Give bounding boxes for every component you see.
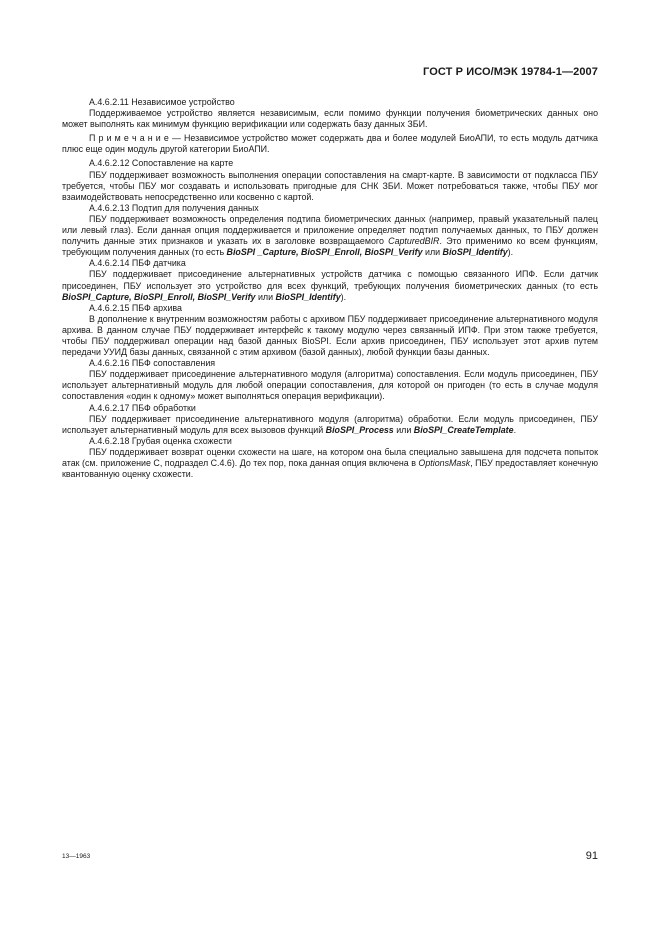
closing: ). [507, 247, 514, 258]
conjunction: или [422, 247, 443, 258]
paragraph-14-text: ПБУ поддерживает присоединение альтернативных устройств датчика с помощью связанного ИПФ. Если датчик присоединен, ПБУ использует это устройство для всех функций, требующих получения биометрических данных (то есть [62, 269, 598, 291]
section-heading-13: А.4.6.2.13 Подтип для получения данных [89, 202, 259, 213]
options-mask-term: OptionsMask [418, 458, 471, 468]
section-heading-16: А.4.6.2.16 ПБФ сопоставления [89, 358, 216, 369]
conjunction: или [255, 291, 276, 302]
note-label: П р и м е ч а н и е [89, 133, 169, 144]
paragraph-12: ПБУ поддерживает возможность выполнения операции сопоставления на смарт-карте. В зависимости от подкласса ПБУ требуется, чтобы ПБУ мог создавать и использовать пригодные для СНК ЗБИ. Может потребоваться также, чтобы ПБУ мог взаимодействовать непосредственно или косвенно с картой. [62, 169, 598, 202]
closing: . [513, 424, 517, 435]
conjunction: или [393, 424, 414, 435]
paragraph-18-text: ПБУ поддерживает возврат оценки схожести на шаге, на котором она была специально завышена для подсчета попыток атак (см. приложение С, подраздел С.4.6). До тех пор, пока данная опция включена в [62, 446, 598, 468]
paragraph-13-text: ПБУ поддерживает возможность определения подтипа биометрических данных (например, правый указательный палец или левый глаз). Если данная опция поддерживается и приложение определяет подтип получаемых данных, то ПБУ должен получить данные этих признаков и указать их в заголовке возвращаемого [62, 213, 598, 247]
function-name: BioSPI_Process [325, 424, 394, 435]
note-text: — Независимое устройство может содержать два и более модулей БиоАПИ, то есть модуль датчика плюс еще один модуль другой категории БиоАПИ. [62, 133, 598, 155]
section-heading-18: А.4.6.2.18 Грубая оценка схожести [89, 435, 232, 446]
function-names: BioSPI _Capture, BioSPI_Enroll, BioSPI_Verify [226, 247, 423, 258]
document-header: ГОСТ Р ИСО/МЭК 19784-1—2007 [423, 66, 598, 78]
section-heading-15: А.4.6.2.15 ПБФ архива [89, 302, 182, 313]
paragraph-13 [62, 214, 598, 258]
section-heading-14: А.4.6.2.14 ПБФ датчика [89, 258, 186, 269]
note-paragraph [62, 133, 598, 155]
paragraph-15: В дополнение к внутренним возможностям работы с архивом ПБУ поддерживает присоединение альтернативного модуля архива. В данном случае ПБУ поддерживает интерфейс к такому модулю через связанный ИПФ. При этом также требуется, чтобы ПБУ поддерживал операции над базой данных BioSPI. Если архив присоединен, ПБУ использует этот архив путем передачи УУИД базы данных, связанной с этим архивом (базой данных), любой функции базы данных. [62, 313, 598, 358]
page-number: 91 [585, 850, 598, 862]
section-heading-11: А.4.6.2.11 Независимое устройство [89, 97, 235, 107]
paragraph-17 [62, 414, 598, 436]
paragraph-16: ПБУ поддерживает присоединение альтернативного модуля (алгоритма) сопоставления. Если модуль присоединен, ПБУ использует альтернативный модуль для любой операции сопоставления, для которой он пригоден (то есть в случае модуля сопоставления «один к одному» может выполняться операция верификации). [62, 369, 598, 402]
function-name: BioSPI_CreateTemplate [413, 424, 514, 435]
document-body [62, 97, 598, 480]
section-heading-17: А.4.6.2.17 ПБФ обработки [89, 402, 196, 413]
paragraph-18 [62, 447, 598, 480]
section-heading-12: А.4.6.2.12 Сопоставление на карте [89, 158, 234, 169]
paragraph-13-text-2: . Это применимо ко всем функциям, требующим получения данных (то есть [62, 236, 598, 258]
function-name: BioSPI_Identify [275, 291, 341, 302]
closing: ). [340, 291, 347, 302]
function-names: BioSPI_Capture, BioSPI_Enroll, BioSPI_Verify [62, 291, 256, 302]
function-name: BioSPI_Identify [442, 247, 508, 258]
print-code: 13—1963 [62, 853, 91, 860]
captured-bir-term: CapturedBIR [388, 236, 440, 247]
paragraph-17-text: ПБУ поддерживает присоединение альтернативного модуля (алгоритма) обработки. Если модуль присоединен, ПБУ использует альтернативный модуль для всех вызовов функций [62, 413, 598, 435]
paragraph-18-text-2: , ПБУ предоставляет конечную квантованную оценку схожести. [62, 458, 598, 480]
paragraph-14 [62, 269, 598, 302]
paragraph-11: Поддерживаемое устройство является независимым, если помимо функции получения биометрических данных оно может выполнять как минимум функцию верификации или содержать базу данных ЗБИ. [62, 108, 598, 130]
